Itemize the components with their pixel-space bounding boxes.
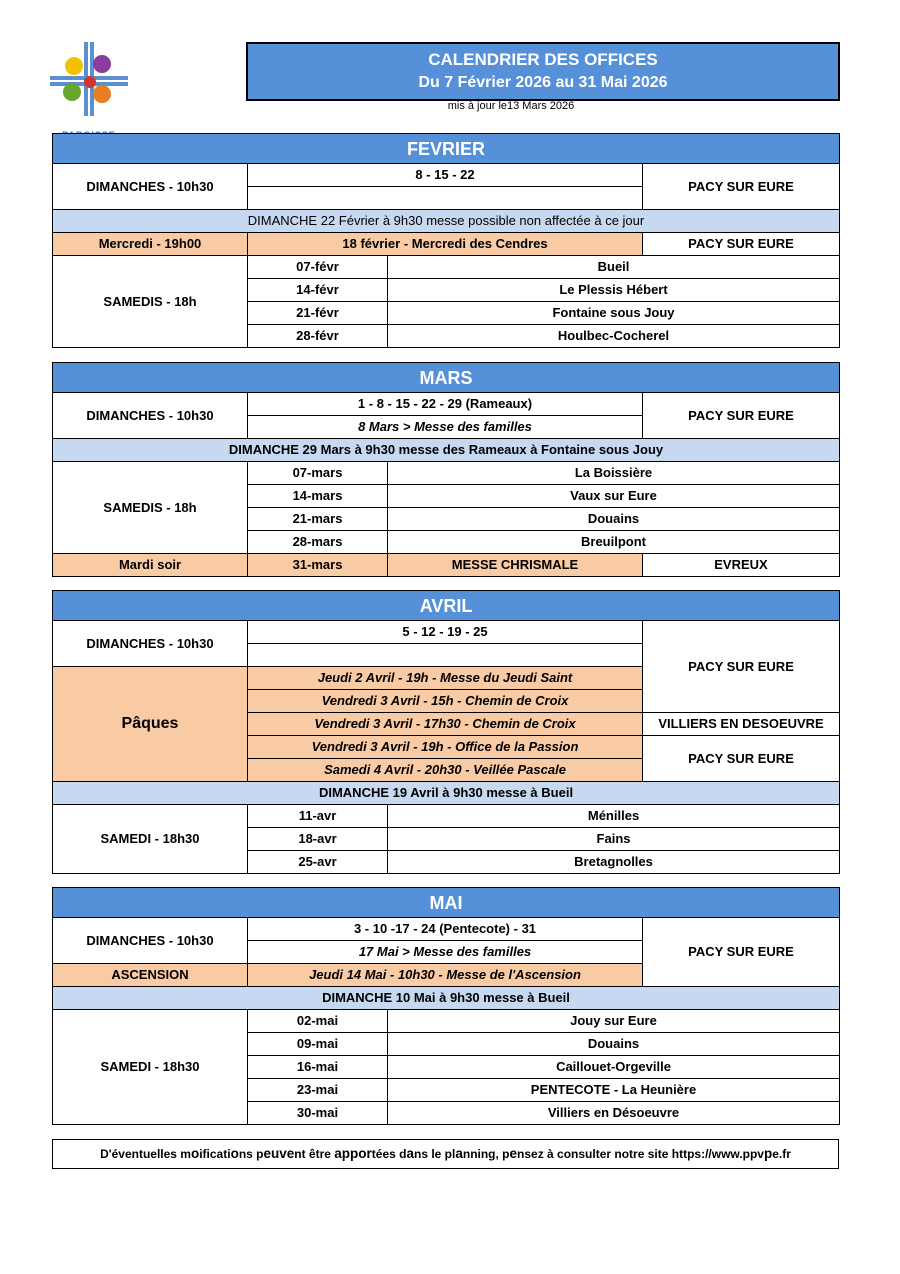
sunday-label: DIMANCHES - 10h30 (53, 393, 248, 439)
saturday-date: 30-mai (248, 1102, 388, 1125)
saturday-label: SAMEDI - 18h30 (53, 1010, 248, 1125)
sunday-extra-empty (248, 187, 643, 210)
saturday-date: 07-mars (248, 462, 388, 485)
tuesday-label: Mardi soir (53, 554, 248, 577)
footer-part: e (509, 1146, 518, 1161)
footer-part: a (455, 1146, 463, 1161)
month-table-fevrier (52, 133, 840, 348)
sunday-extra: 17 Mai > Messe des familles (248, 941, 643, 964)
saturday-place: PENTECOTE - La Heunière (388, 1079, 840, 1102)
footer-part: euve (263, 1146, 295, 1161)
tuesday-place: EVREUX (643, 554, 840, 577)
footer-part: o (190, 1146, 200, 1161)
footer-part: ificati (199, 1147, 231, 1161)
sunday-dates: 1 - 8 - 15 - 22 - 29 (Rameaux) (248, 393, 643, 416)
sunday-dates: 3 - 10 -17 - 24 (Pentecote) - 31 (248, 918, 643, 941)
saturday-label: SAMEDIS - 18h (53, 462, 248, 554)
saturday-place: La Boissière (388, 462, 840, 485)
saturday-date: 18-avr (248, 828, 388, 851)
saturday-date: 16-mai (248, 1056, 388, 1079)
saturday-date: 23-mai (248, 1079, 388, 1102)
saturday-place: Douains (388, 1033, 840, 1056)
sunday-label: DIMANCHES - 10h30 (53, 621, 248, 667)
month-note: DIMANCHE 10 Mai à 9h30 messe à Bueil (53, 987, 840, 1010)
easter-event: Vendredi 3 Avril - 15h - Chemin de Croix (248, 690, 643, 713)
sunday-place: PACY SUR EURE (643, 393, 840, 439)
saturday-date: 02-mai (248, 1010, 388, 1033)
easter-place-villiers: VILLIERS EN DESOEUVRE (643, 713, 840, 736)
saturday-place: Douains (388, 508, 840, 531)
footer-part: a (406, 1146, 414, 1161)
month-table-avril (52, 590, 840, 874)
saturday-date: 14-févr (248, 279, 388, 302)
tuesday-event: MESSE CHRISMALE (388, 554, 643, 577)
footer-part: appor (334, 1146, 372, 1161)
saturday-date: 28-mars (248, 531, 388, 554)
sunday-extra: 8 Mars > Messe des familles (248, 416, 643, 439)
month-header: FEVRIER (53, 134, 840, 164)
footer-part: p (763, 1146, 773, 1161)
easter-place-pacy-2: PACY SUR EURE (643, 736, 840, 782)
saturday-place: Fontaine sous Jouy (388, 302, 840, 325)
month-header: MAI (53, 888, 840, 918)
footer-notice (52, 1139, 839, 1169)
saturday-date: 14-mars (248, 485, 388, 508)
saturday-date: 07-févr (248, 256, 388, 279)
saturday-place: Villiers en Désoeuvre (388, 1102, 840, 1125)
saturday-date: 09-mai (248, 1033, 388, 1056)
sunday-place: PACY SUR EURE (643, 164, 840, 210)
sunday-label: DIMANCHES - 10h30 (53, 164, 248, 210)
sunday-dates: 5 - 12 - 19 - 25 (248, 621, 643, 644)
saturday-date: 11-avr (248, 805, 388, 828)
page-subtitle: Du 7 Février 2026 au 31 Mai 2026 (418, 74, 668, 91)
update-note: mis à jour le13 Mars 2026 (447, 100, 575, 112)
footer-part: ns p (238, 1147, 264, 1161)
month-header: AVRIL (53, 591, 840, 621)
footer-part: nt être (294, 1147, 335, 1161)
footer-part: ns le pl (414, 1147, 456, 1161)
saturday-place: Vaux sur Eure (388, 485, 840, 508)
saturday-place: Bretagnolles (388, 851, 840, 874)
saturday-place: Breuilpont (388, 531, 840, 554)
saturday-date: 21-févr (248, 302, 388, 325)
wednesday-label: Mercredi - 19h00 (53, 233, 248, 256)
ascension-label: ASCENSION (53, 964, 248, 987)
saturday-date: 28-févr (248, 325, 388, 348)
easter-place-pacy: PACY SUR EURE (643, 621, 840, 713)
easter-event: Vendredi 3 Avril - 17h30 - Chemin de Croix (248, 713, 643, 736)
month-table-mai (52, 887, 840, 1125)
tuesday-date: 31-mars (248, 554, 388, 577)
easter-event: Jeudi 2 Avril - 19h - Messe du Jeudi Saint (248, 667, 643, 690)
month-note: DIMANCHE 22 Février à 9h30 messe possible non affectée à ce jour (53, 210, 840, 233)
footer-part: e.fr (772, 1147, 791, 1161)
sunday-dates: 8 - 15 - 22 (248, 164, 643, 187)
footer-part: tées d (371, 1147, 407, 1161)
sunday-label: DIMANCHES - 10h30 (53, 918, 248, 964)
saturday-place: Bueil (388, 256, 840, 279)
saturday-place: Ménilles (388, 805, 840, 828)
footer-part: D'éventuelles m (100, 1147, 191, 1161)
saturday-date: 25-avr (248, 851, 388, 874)
footer-part: nsez à consulter notre site https://www.ppv (517, 1147, 764, 1161)
easter-event: Vendredi 3 Avril - 19h - Office de la Passion (248, 736, 643, 759)
saturday-place: Fains (388, 828, 840, 851)
wednesday-event: 18 février - Mercredi des Cendres (248, 233, 643, 256)
footer-part: o (230, 1146, 239, 1161)
saturday-place: Houlbec-Cocherel (388, 325, 840, 348)
saturday-date: 21-mars (248, 508, 388, 531)
saturday-label: SAMEDI - 18h30 (53, 805, 248, 874)
month-note: DIMANCHE 19 Avril à 9h30 messe à Bueil (53, 782, 840, 805)
saturday-place: Jouy sur Eure (388, 1010, 840, 1033)
easter-label: Pâques (53, 667, 248, 782)
month-table-mars (52, 362, 840, 577)
sunday-place: PACY SUR EURE (643, 918, 840, 987)
page-title: CALENDRIER DES OFFICES (428, 50, 658, 69)
saturday-place: Caillouet-Orgeville (388, 1056, 840, 1079)
month-note: DIMANCHE 29 Mars à 9h30 messe des Rameaux à Fontaine sous Jouy (53, 439, 840, 462)
month-header: MARS (53, 363, 840, 393)
ascension-event: Jeudi 14 Mai - 10h30 - Messe de l'Ascension (248, 964, 643, 987)
page-title-box (246, 42, 840, 101)
sunday-extra-empty (248, 644, 643, 667)
easter-event: Samedi 4 Avril - 20h30 - Veillée Pascale (248, 759, 643, 782)
parish-logo-graphic (50, 42, 128, 132)
wednesday-place: PACY SUR EURE (643, 233, 840, 256)
saturday-place: Le Plessis Hébert (388, 279, 840, 302)
footer-part: nning, p (462, 1147, 510, 1161)
saturday-label: SAMEDIS - 18h (53, 256, 248, 348)
